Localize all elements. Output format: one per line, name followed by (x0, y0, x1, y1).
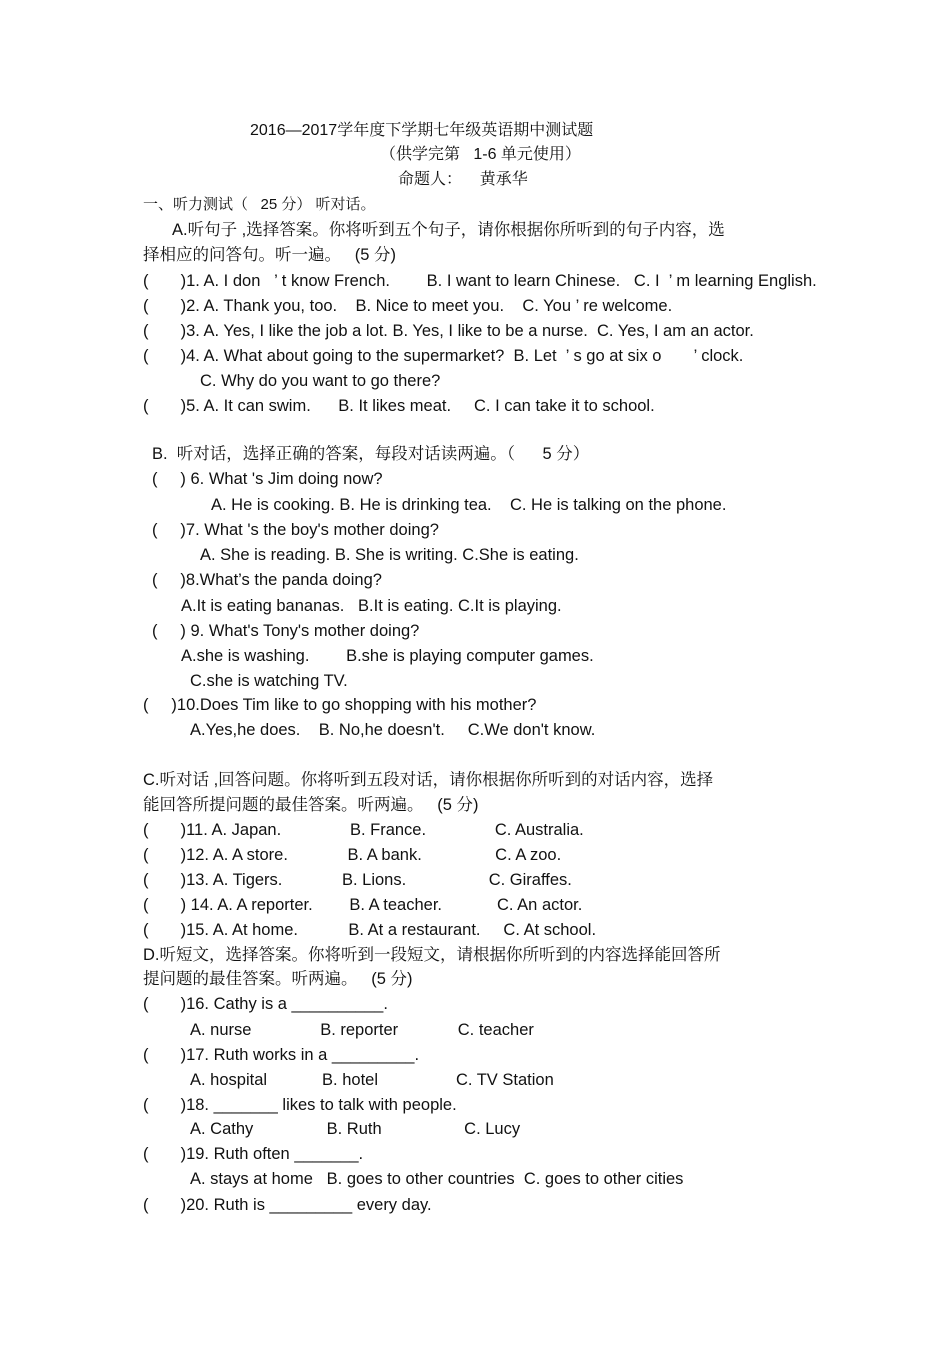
question-10-options: A.Yes,he does. B. No,he doesn't. C.We don't know. (190, 721, 596, 739)
question-9-option-c: C.she is watching TV. (190, 672, 348, 690)
author-line: 命题人： 黄承华 (398, 171, 528, 188)
question-17-options: A. hospital B. hotel C. TV Station (190, 1071, 554, 1089)
page-title: 2016—2017学年度下学期七年级英语期中测试题 (250, 122, 594, 139)
question-8-options: A.It is eating bananas. B.It is eating. C.It is playing. (181, 597, 562, 615)
part-c-instruction: C.听对话 ,回答问题。你将听到五段对话，请你根据你所听到的对话内容，选择 (143, 771, 714, 789)
question-4: ( )4. A. What about going to the supermarket? B. Let ’ s go at six o ’ clock. (143, 347, 744, 365)
question-9-options: A.she is washing. B.she is playing computer games. (181, 647, 594, 665)
question-9: ( ) 9. What's Tony's mother doing? (152, 622, 420, 640)
question-10: ( )10.Does Tim like to go shopping with his mother? (143, 696, 537, 714)
part-a-instruction: 择相应的问答句。听一遍。 (5 分) (143, 246, 397, 264)
part-d-instruction: 提问题的最佳答案。听两遍。 (5 分) (143, 970, 413, 988)
question-18-options: A. Cathy B. Ruth C. Lucy (190, 1120, 521, 1138)
question-7-options: A. She is reading. B. She is writing. C.She is eating. (200, 546, 579, 564)
question-19-options: A. stays at home B. goes to other countries C. goes to other cities (190, 1170, 684, 1188)
question-1: ( )1. A. I don ’ t know French. B. I want to learn Chinese. C. I ’ m learning English. (143, 272, 817, 290)
question-4-option: C. Why do you want to go there? (200, 372, 441, 390)
question-11: ( )11. A. Japan. B. France. C. Australia. (143, 821, 584, 839)
part-b-instruction: B. 听对话，选择正确的答案，每段对话读两遍。（ 5 分） (152, 445, 590, 463)
question-7: ( )7. What 's the boy's mother doing? (152, 521, 439, 539)
question-20: ( )20. Ruth is _________ every day. (143, 1196, 432, 1214)
question-16-options: A. nurse B. reporter C. teacher (190, 1021, 534, 1039)
question-2: ( )2. A. Thank you, too. B. Nice to meet you. C. You ’ re welcome. (143, 297, 673, 315)
question-3: ( )3. A. Yes, I like the job a lot. B. Yes, I like to be a nurse. C. Yes, I am an actor. (143, 322, 754, 340)
part-d-instruction: D.听短文，选择答案。你将听到一段短文，请根据你所听到的内容选择能回答所 (143, 946, 721, 964)
question-6: ( ) 6. What 's Jim doing now? (152, 470, 383, 488)
question-6-options: A. He is cooking. B. He is drinking tea. C. He is talking on the phone. (211, 496, 727, 514)
part-a-instruction: A.听句子 ,选择答案。你将听到五个句子，请你根据你所听到的句子内容，选 (172, 221, 725, 239)
question-13: ( )13. A. Tigers. B. Lions. C. Giraffes. (143, 871, 572, 889)
question-19: ( )19. Ruth often _______. (143, 1145, 364, 1163)
part-c-instruction: 能回答所提问题的最佳答案。听两遍。 (5 分) (143, 796, 479, 814)
question-5: ( )5. A. It can swim. B. It likes meat. C. I can take it to school. (143, 397, 655, 415)
question-17: ( )17. Ruth works in a _________. (143, 1046, 420, 1064)
question-15: ( )15. A. At home. B. At a restaurant. C. At school. (143, 921, 597, 939)
question-16: ( )16. Cathy is a __________. (143, 995, 388, 1013)
question-8: ( )8.What’s the panda doing? (152, 571, 382, 589)
section-heading: 一、听力测试（ 25 分） 听对话。 (143, 196, 376, 213)
question-14: ( ) 14. A. A reporter. B. A teacher. C. An actor. (143, 896, 583, 914)
question-12: ( )12. A. A store. B. A bank. C. A zoo. (143, 846, 562, 864)
question-18: ( )18. _______ likes to talk with people. (143, 1096, 457, 1114)
page-subtitle: （供学完第 1-6 单元使用） (380, 146, 581, 163)
